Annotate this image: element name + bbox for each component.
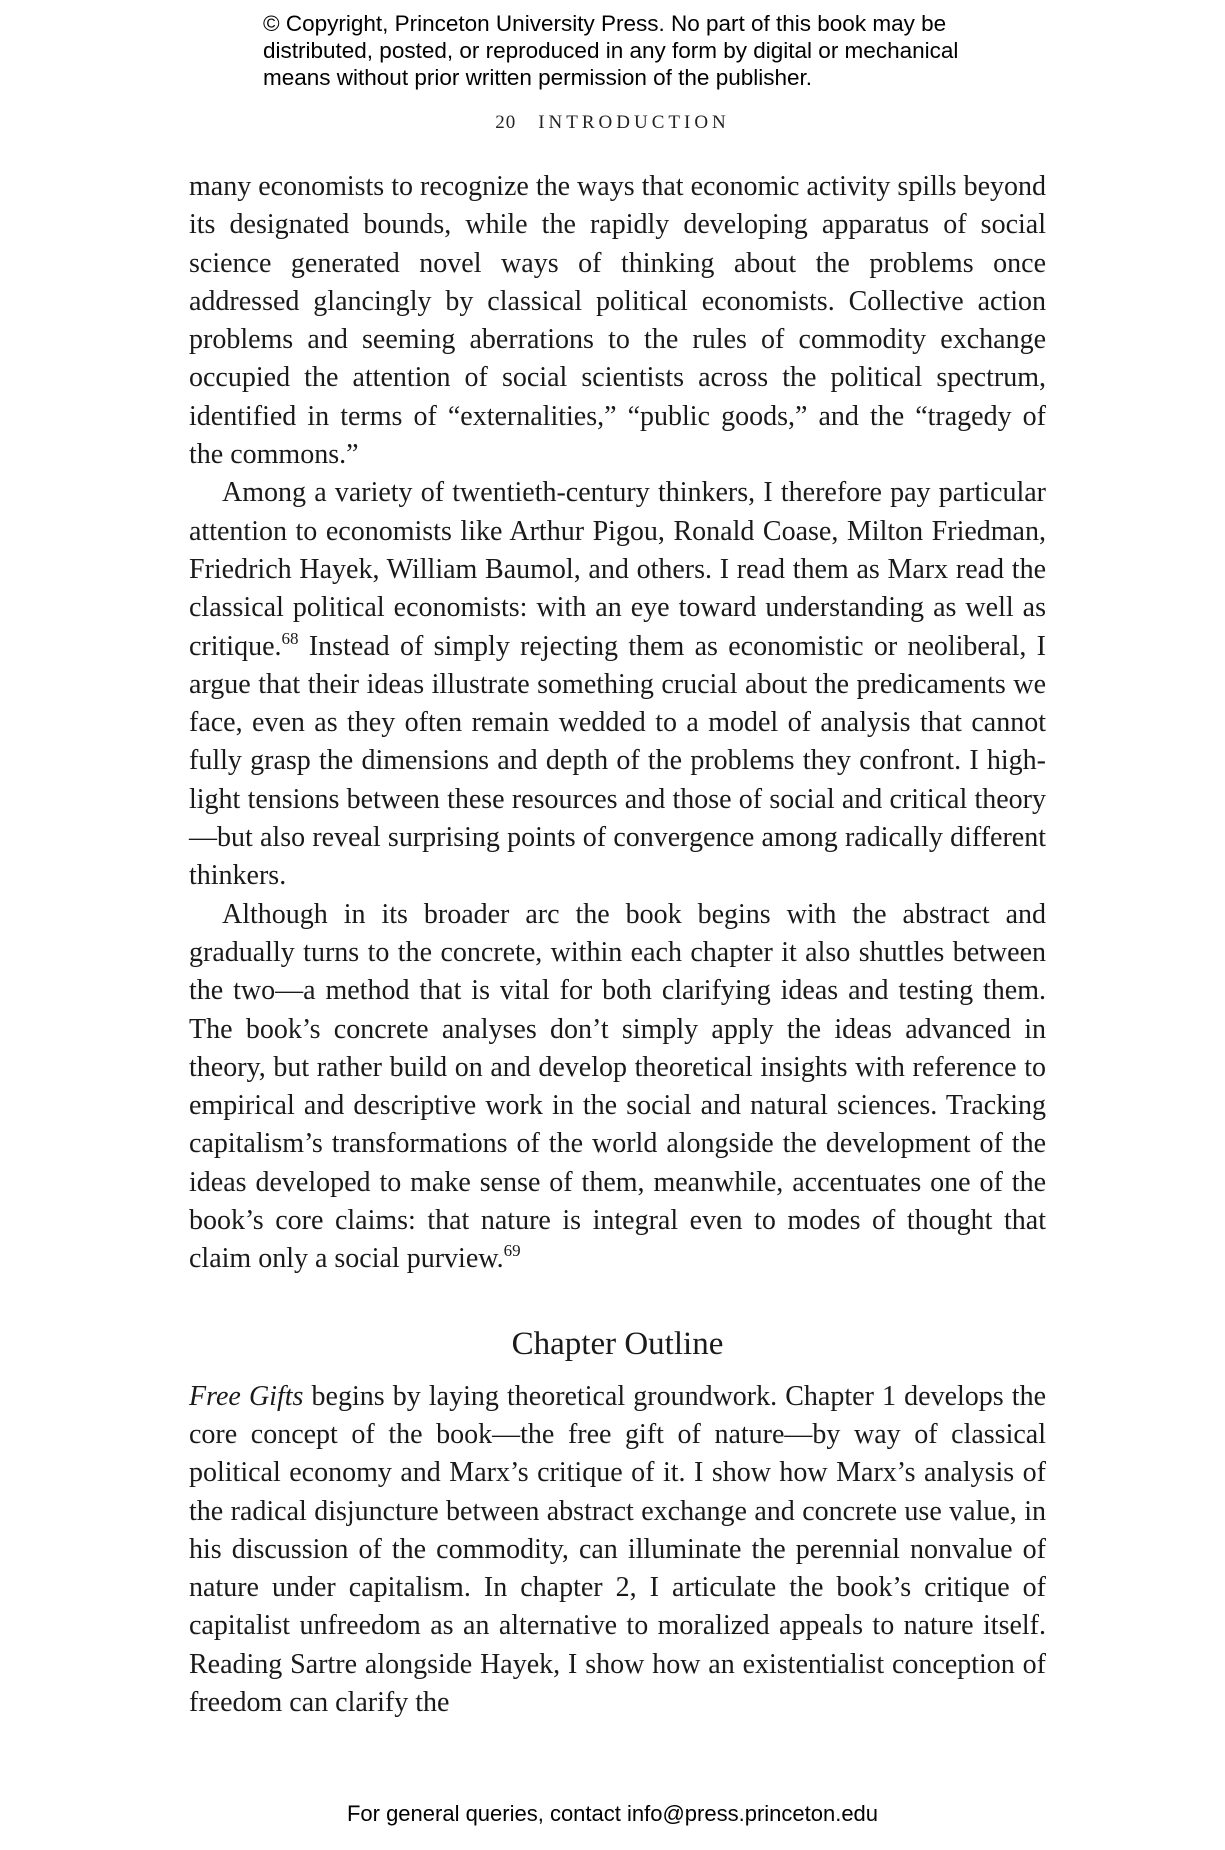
- copyright-line: means without prior written permission of the publisher.: [263, 65, 813, 90]
- paragraph-2: [189, 474, 1046, 895]
- footer-contact: For general queries, contact info@press.princeton.edu: [346, 1801, 879, 1826]
- book-title: Free Gifts: [189, 1380, 304, 1412]
- page-number: 20: [495, 112, 517, 133]
- footnote-ref-69[interactable]: 69: [503, 1241, 521, 1261]
- running-title: INTRODUCTION: [538, 112, 730, 133]
- paragraph-2-text-b: Instead of simply rejecting them as economistic or neoliberal, I argue that their ideas illustrate something crucial about the predicaments we face, even as they often remain wedded to a model of analysis that cannot fully grasp the dimensions and depth of the problems they confront. I highlight tensions between these resources and those of social and critical theory—but also reveal surprising points of convergence among radically different thinkers.: [189, 630, 1046, 892]
- running-head: [0, 112, 1225, 134]
- copyright-line: © Copyright, Princeton University Press. No part of this book may be: [263, 11, 947, 36]
- paragraph-4: [189, 1378, 1046, 1723]
- footnote-ref-68[interactable]: 68: [281, 628, 299, 648]
- page-body: [189, 168, 1046, 1722]
- paragraph-2-text-a: Among a variety of twentieth-century thinkers, I therefore pay particular attention to economists like Arthur Pigou, Ronald Coase, Milton Friedman, Friedrich Hayek, William Baumol, and others. I read them as Marx read the classical political economists: with an eye toward understanding as well as critique.: [189, 477, 1046, 662]
- paragraph-1: many economists to recognize the ways that economic activity spills beyond its designated bounds, while the rapidly developing apparatus of social science generated novel ways of thinking about the problems once addressed glancingly by classical political economists. Collective action problems and seeming aberrations to the rules of commodity exchange occupied the attention of social scientists across the political spectrum, identified in terms of “externalities,” “public goods,” and the “tragedy of the commons.”: [189, 171, 1046, 471]
- section-heading: Chapter Outline: [511, 1325, 724, 1362]
- copyright-line: distributed, posted, or reproduced in any form by digital or mechanical: [263, 38, 959, 63]
- paragraph-3: [189, 896, 1046, 1279]
- paragraph-4-text: begins by laying theoretical groundwork. Chapter 1 develops the core concept of the book—the free gift of nature—by way of classical political economy and Marx’s critique of it. I show how Marx’s analysis of the radical disjuncture between abstract exchange and concrete use value, in his discussion of the commodity, can illuminate the perennial nonvalue of nature under capitalism. In chapter 2, I articulate the book’s critique of capitalist unfreedom as an alternative to moralized appeals to nature itself. Reading Sartre alongside Hayek, I show how an existentialist conception of freedom can clarify the: [189, 1380, 1047, 1718]
- paragraph-3-text: Although in its broader arc the book begins with the abstract and gradually turns to the concrete, within each chapter it also shuttles between the two—a method that is vital for both clarifying ideas and testing them. The book’s concrete analyses don’t simply apply the ideas advanced in theory, but rather build on and develop theoretical insights with reference to empirical and descriptive work in the social and natural sciences. Tracking capitalism’s transformations of the world alongside the development of the ideas developed to make sense of them, meanwhile, accentuates one of the book’s core claims: that nature is integral even to modes of thought that claim only a social purview.: [189, 898, 1046, 1275]
- copyright-notice: [263, 10, 1023, 91]
